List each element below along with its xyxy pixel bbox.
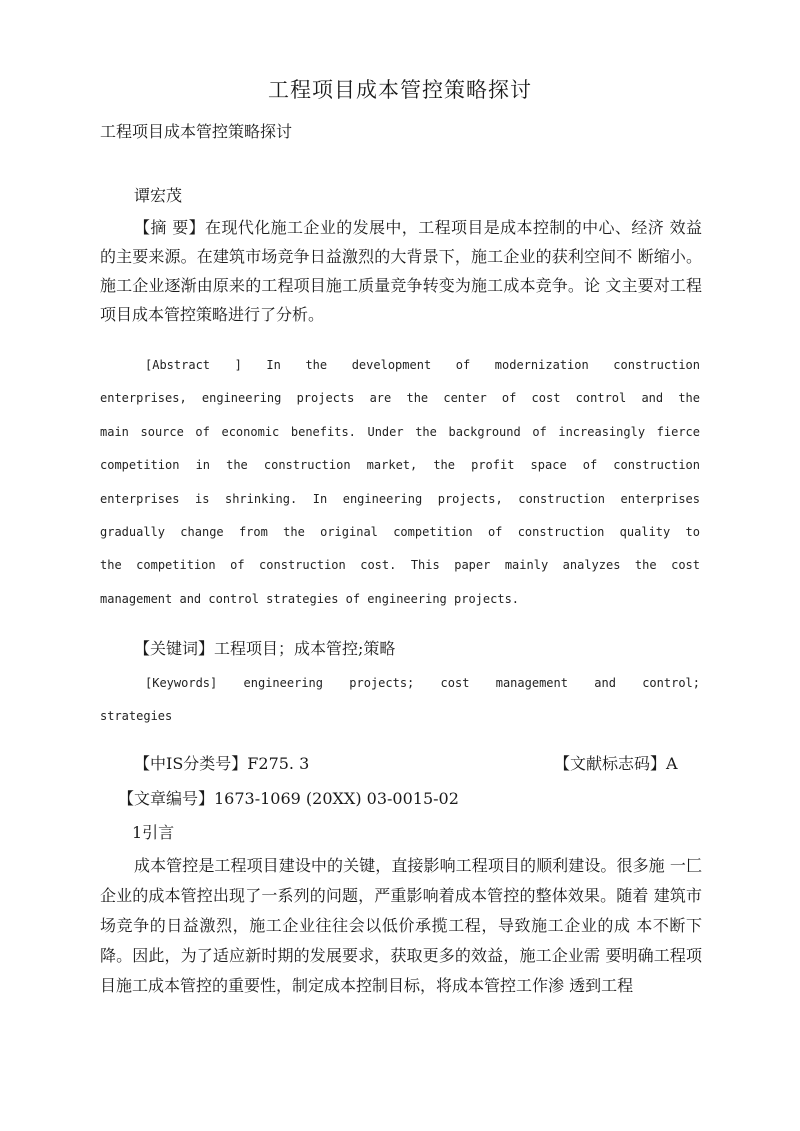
clc-number: 【中IS分类号】F275. 3 [134,754,310,773]
abstract-en-line: [Abstract ] In the development of modernization construction [145,358,700,372]
abstract-english [100,355,700,622]
abstract-en-line: management and control strategies of engineering projects. [100,591,520,606]
abstract-en-line: main source of economic benefits. Under the background of increasingly fierce [100,424,700,439]
intro-paragraph: 成本管控是工程项目建设中的关键，直接影响工程项目的顺利建设。很多施 一匚企业的成本管控出现了一系列的问题，严重影响着成本管控的整体效果。随着 建筑市场竞争的日益激烈，施工企业往往会以低价承揽工程，导致施工企业的成 本不断下降。因此，为了适应新时期的发展要求，获取更多的效益，施工企业需 要明确工程项目施工成本管控的重要性，制定成本控制目标，将成本管控工作渗 透到工程 [100,856,702,995]
author-name: 谭宏茂 [134,186,183,205]
keywords-en-line: strategies [100,709,173,724]
keywords-english [100,673,700,740]
keywords-chinese: 【关键词】工程项目；成本管控;策略 [134,639,396,658]
document-title: 工程项目成本管控策略探讨 [268,78,532,102]
section-heading: 1引言 [132,823,175,842]
abstract-en-line: enterprises, engineering projects are the center of cost control and the [100,391,700,406]
abstract-en-line: enterprises is shrinking. In engineering projects, construction enterprises [100,491,700,506]
document-code: 【文献标志码】A [554,754,678,773]
abstract-en-line: the competition of construction cost. This paper mainly analyzes the cost [100,558,700,573]
abstract-en-line: competition in the construction market, the profit space of construction [100,458,700,473]
abstract-chinese: 【摘 要】在现代化施工企业的发展中，工程项目是成本控制的中心、经济 效益的主要来源。在建筑市场竞争日益激烈的大背景下，施工企业的获利空间不 断缩小。施工企业逐渐由原来的工程项目施工质量竞争转变为施工成本竞争。论 文主要对工程项目成本管控策略进行了分析。 [100,218,702,324]
abstract-en-line: gradually change from the original competition of construction quality to [100,524,700,539]
article-number: 【文章编号】1673-1069 (20XX) 03-0015-02 [118,789,459,808]
keywords-en-line: [Keywords] engineering projects; cost management and control; [145,676,700,690]
document-subtitle: 工程项目成本管控策略探讨 [100,122,293,141]
